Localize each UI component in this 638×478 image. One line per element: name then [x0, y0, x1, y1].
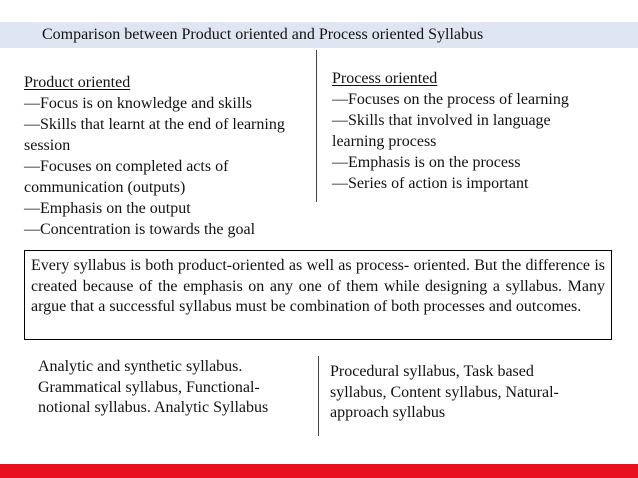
- process-line: —Skills that involved in language: [332, 112, 551, 129]
- process-line: learning process: [332, 133, 437, 150]
- summary-box: Every syllabus is both product-oriented as well as process- oriented. But the difference is created because of the emphasis on any one of them while designing a syllabus. Many argue that a successful syllabus must be combination of both processes and outcomes.: [24, 250, 612, 340]
- product-example-line: notional syllabus. Analytic Syllabus: [38, 399, 269, 416]
- product-oriented-column: [24, 72, 316, 240]
- process-line: —Focuses on the process of learning: [332, 91, 569, 108]
- product-line: —Concentration is towards the goal: [24, 221, 256, 238]
- product-line: —Emphasis on the output: [24, 200, 191, 217]
- product-line: —Focuses on completed acts of: [24, 158, 229, 175]
- process-example-line: approach syllabus: [330, 404, 446, 421]
- process-example-line: syllabus, Content syllabus, Natural-: [330, 383, 559, 401]
- column-divider-bottom: [318, 356, 319, 436]
- product-example-line: Grammatical syllabus, Functional-: [38, 378, 260, 396]
- product-line: —Skills that learnt at the end of learning: [24, 116, 285, 133]
- slide-title: Comparison between Product oriented and Process oriented Syllabus: [42, 26, 484, 43]
- process-line: —Emphasis is on the process: [332, 154, 521, 171]
- product-line: session: [24, 137, 71, 154]
- column-divider-top: [316, 50, 317, 202]
- product-oriented-heading: Product oriented: [24, 74, 131, 91]
- product-example-line: Analytic and synthetic syllabus.: [38, 358, 243, 375]
- process-oriented-heading: Process oriented: [332, 70, 438, 87]
- process-line: —Series of action is important: [332, 175, 529, 192]
- product-line: communication (outputs): [24, 179, 186, 196]
- process-syllabus-examples: [330, 362, 610, 424]
- process-oriented-column: [332, 68, 622, 194]
- product-syllabus-examples: [38, 357, 308, 419]
- process-example-line: Procedural syllabus, Task based: [330, 363, 534, 380]
- product-line: —Focus is on knowledge and skills: [24, 95, 252, 112]
- bottom-accent-bar: [0, 464, 638, 478]
